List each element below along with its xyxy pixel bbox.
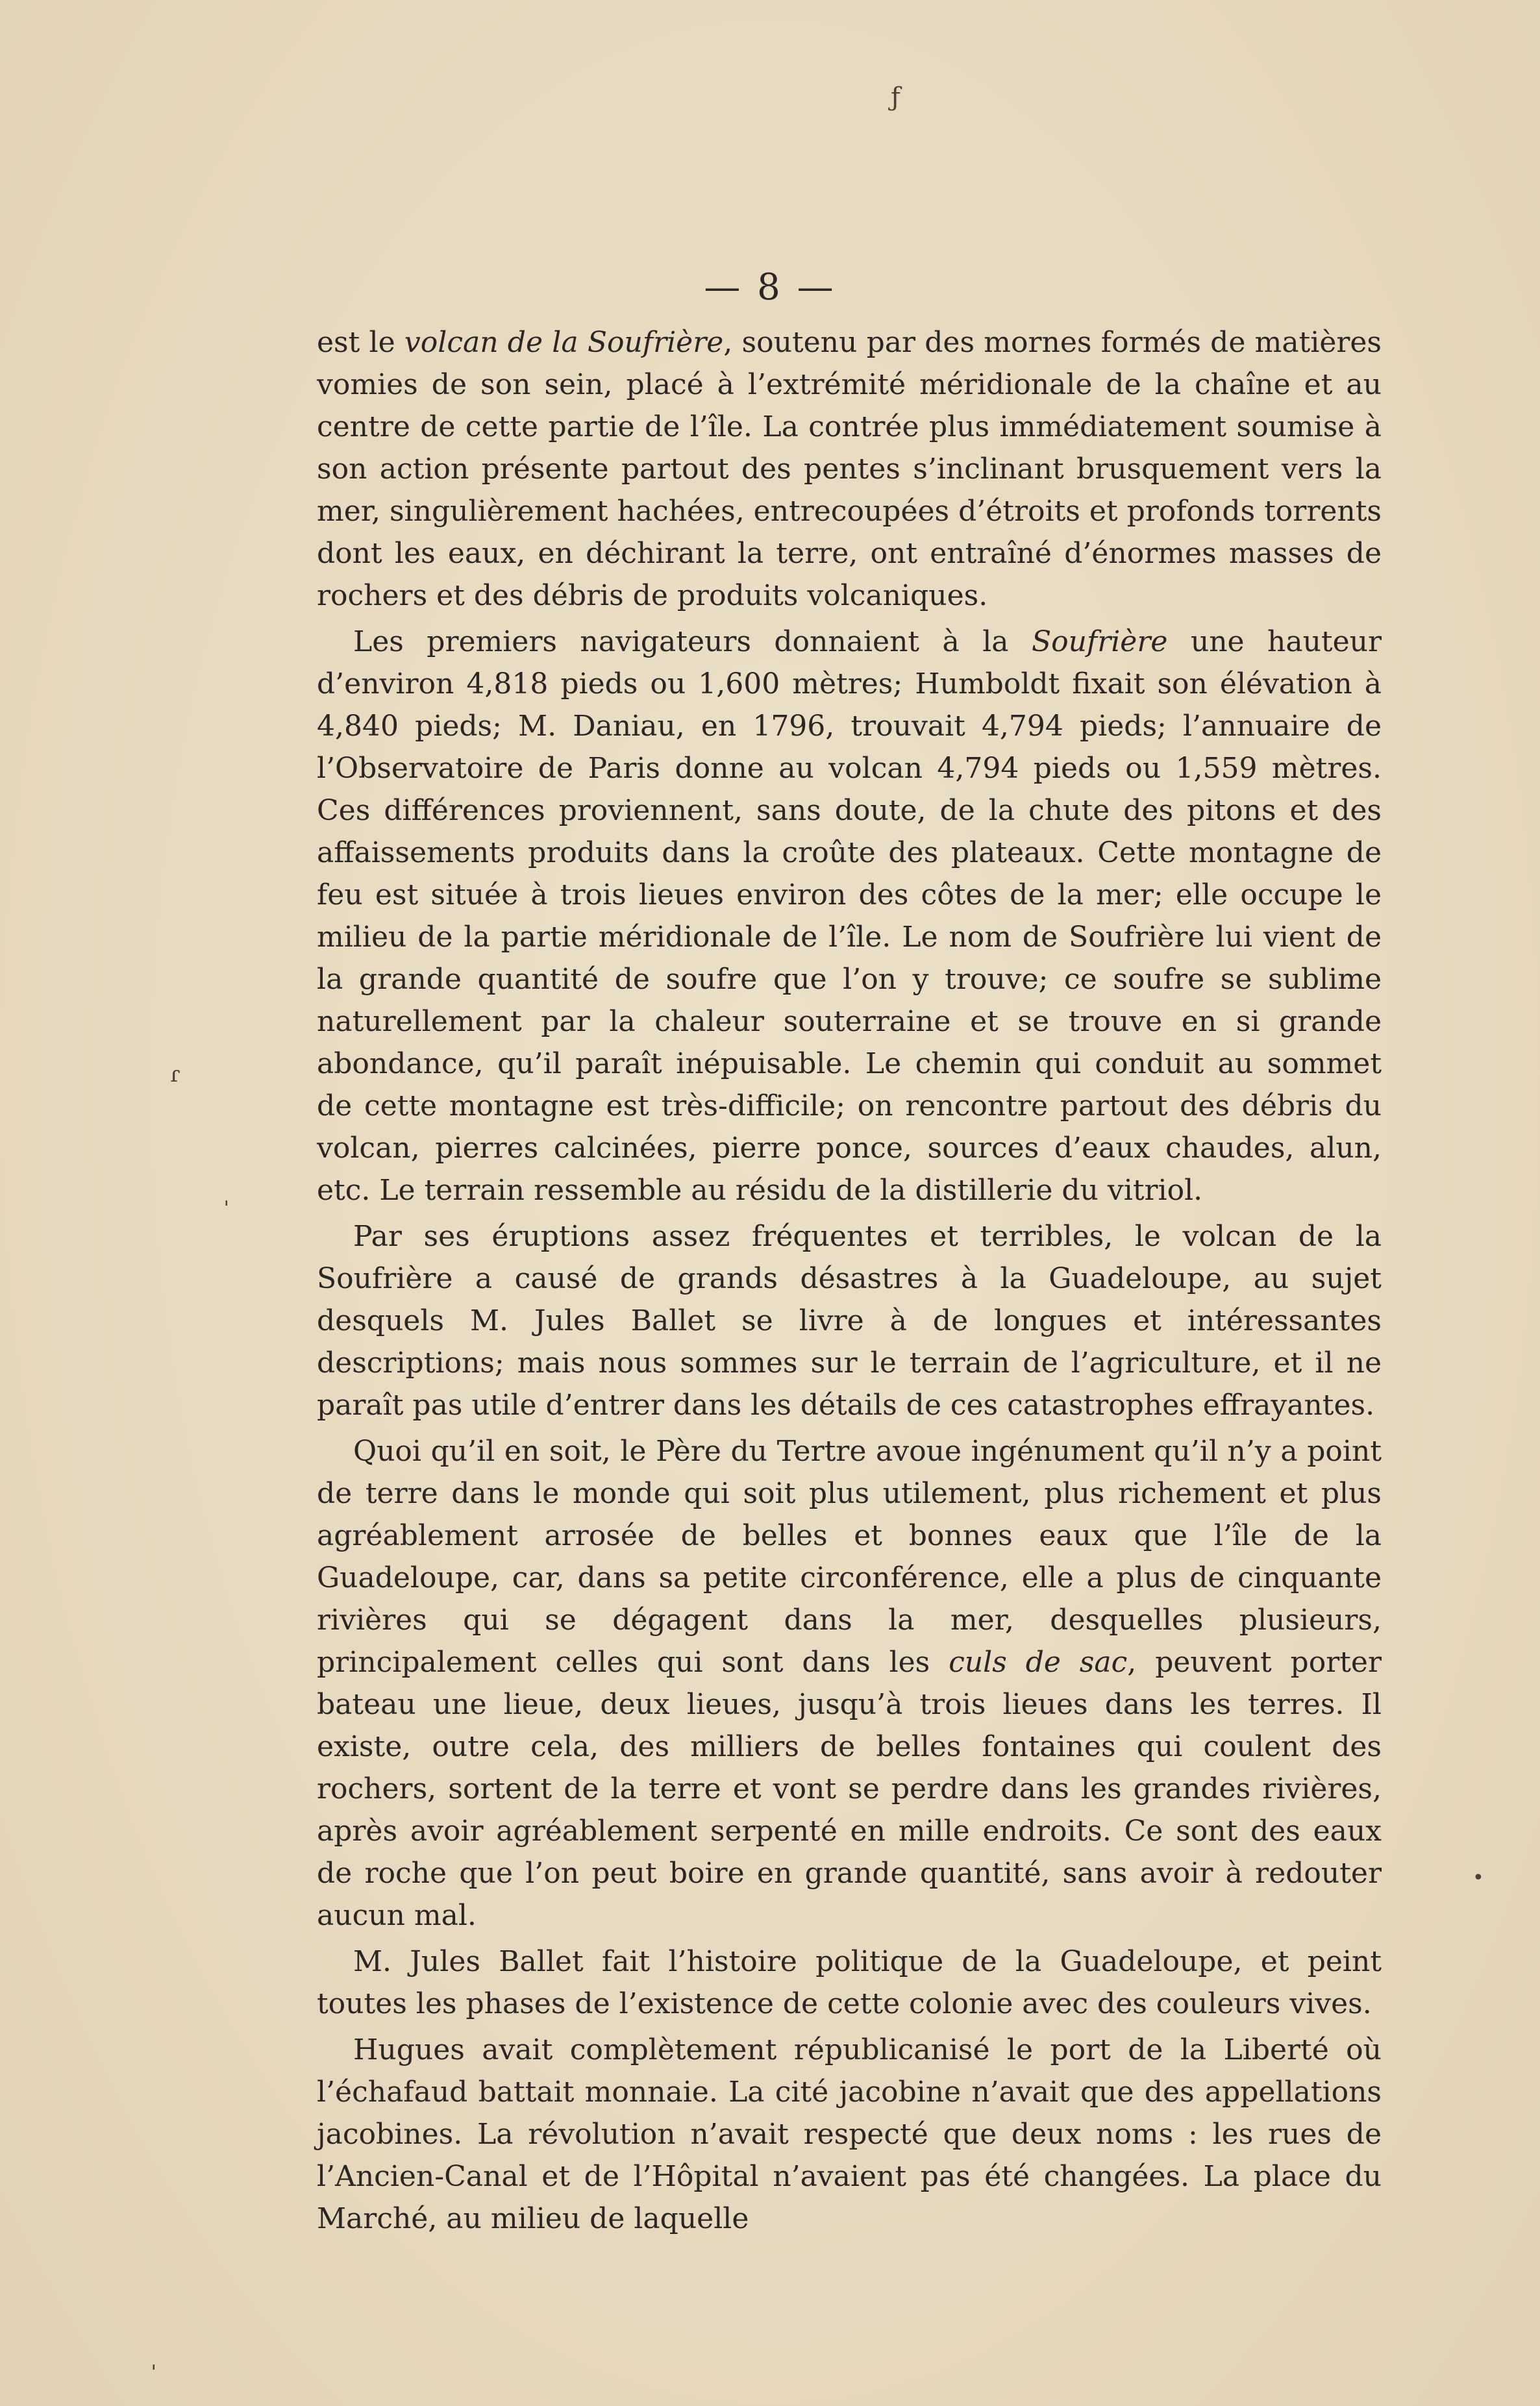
page-speck-bottom: ˈ (151, 2361, 157, 2387)
page-speck-right: • (1472, 1867, 1484, 1889)
text-run: est le (317, 326, 404, 359)
text-run: Par ses éruptions assez fréquentes et terribles, le volcan de la Soufrière a causé de grands désastres à la Guadeloupe, au sujet desquels M. Jules Ballet se livre à de longues et intéressantes descriptions; mais nous sommes sur le terrain de l’agriculture, et il ne paraît pas utile d’entrer dans les détails de ces catastrophes effrayantes. (317, 1220, 1382, 1422)
text-run: une hauteur d’environ 4,818 pieds ou 1,600 mètres; Humboldt fixait son élévation à 4,840 pieds; M. Daniau, en 1796, trouvait 4,794 pieds; l’annuaire de l’Observatoire de Paris donne au volcan 4,794 pieds ou 1,559 mètres. Ces différences proviennent, sans doute, de la chute des pitons et des affaissements produits dans la croûte des plateaux. Cette montagne de feu est située à trois lieues environ des côtes de la mer; elle occupe le milieu de la partie méridionale de l’île. Le nom de Soufrière lui vient de la grande quantité de soufre que l’on y trouve; ce soufre se sublime naturellement par la chaleur souterraine et se trouve en si grande abondance, qu’il paraît inépuisable. Le chemin qui conduit au sommet de cette montagne est très-difficile; on rencontre partout des débris du volcan, pierres calcinées, pierre ponce, sources d’eaux chaudes, alun, etc. Le terrain ressemble au résidu de la distillerie du vitriol. (317, 625, 1382, 1207)
paragraph (317, 1941, 1382, 2025)
text-run: , peuvent porter bateau une lieue, deux lieues, jusqu’à trois lieues dans les terres. Il existe, outre cela, des milliers de belles fontaines qui coulent des rochers, sortent de la terre et vont se perdre dans les grandes rivières, après avoir agréablement serpenté en mille endroits. Ce sont des eaux de roche que l’on peut boire en grande quantité, sans avoir à redouter aucun mal. (317, 1646, 1382, 1932)
text-run: M. Jules Ballet fait l’histoire politique de la Guadeloupe, et peint toutes les phases de l’existence de cette colonie avec des couleurs vives. (317, 1945, 1382, 2020)
body-text (317, 321, 1382, 2240)
italic-text: Soufrière (1031, 625, 1168, 658)
italic-text: volcan de la Soufrière (404, 326, 724, 359)
page-speck-left-2: ˌ (223, 1183, 230, 1209)
paragraph (317, 1215, 1382, 1426)
page-speck-left-1: ɾ (170, 1061, 180, 1087)
paragraph (317, 1430, 1382, 1937)
paragraph (317, 2029, 1382, 2240)
text-run: Quoi qu’il en soit, le Père du Tertre avoue ingénument qu’il n’y a point de terre dans le monde qui soit plus utilement, plus richement et plus agréablement arrosée de belles et bonnes eaux que l’île de la Guadeloupe, car, dans sa petite circonférence, elle a plus de cinquante rivières qui se dégagent dans la mer, desquelles plusieurs, principalement celles qui sont dans les (317, 1435, 1382, 1679)
text-run: Hugues avait complètement républicanisé le port de la Liberté où l’échafaud battait monnaie. La cité jacobine n’avait que des appellations jacobines. La révolution n’avait respecté que deux noms : les rues de l’Ancien-Canal et de l’Hôpital n’avaient pas été changées. La place du Marché, au milieu de laquelle (317, 2033, 1382, 2235)
text-run: Les premiers navigateurs donnaient à la (353, 625, 1032, 658)
paragraph (317, 321, 1382, 617)
page-number: — 8 — (704, 266, 836, 308)
page-speck-top: ƒ (891, 82, 900, 112)
italic-text: culs de sac (949, 1646, 1128, 1679)
text-run: , soutenu par des mornes formés de matières vomies de son sein, placé à l’extrémité méridionale de la chaîne et au centre de cette partie de l’île. La contrée plus immédiatement soumise à son action présente partout des pentes s’inclinant brusquement vers la mer, singulièrement hachées, entrecoupées d’étroits et profonds torrents dont les eaux, en déchirant la terre, ont entraîné d’énormes masses de rochers et des débris de produits volcaniques. (317, 326, 1382, 612)
paragraph (317, 621, 1382, 1211)
